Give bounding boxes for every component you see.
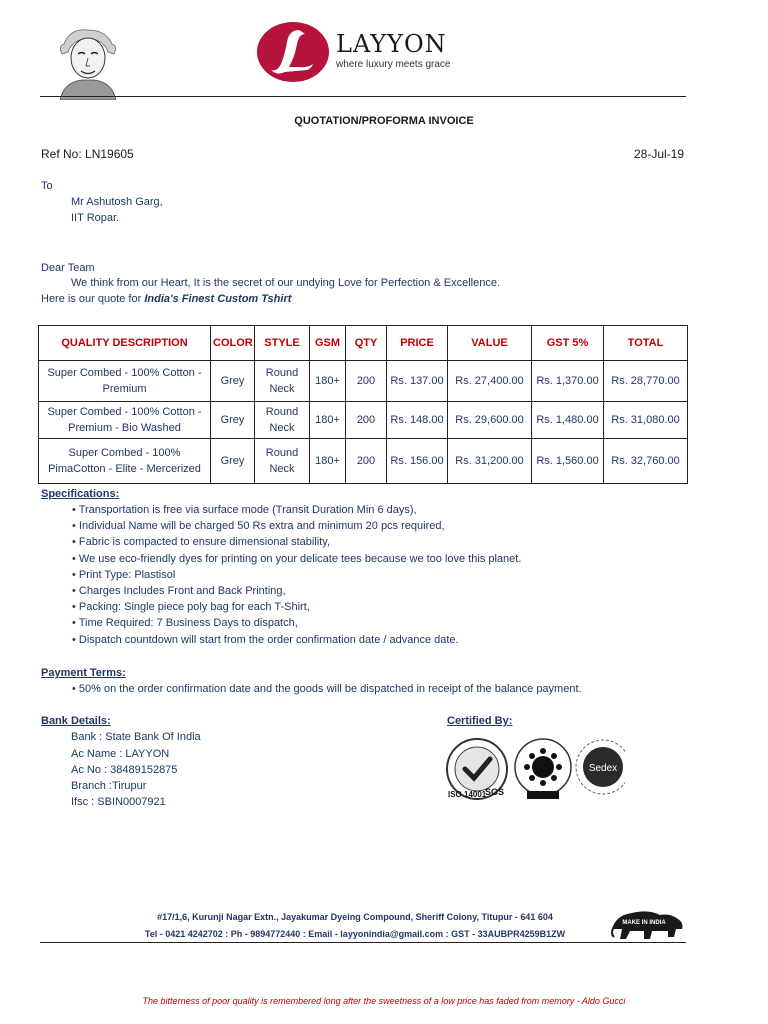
specifications-heading: Specifications: [41,488,120,500]
payment-item: • 50% on the order confirmation date and the goods will be dispatched in receipt of the balance payment. [72,683,582,695]
recipient-org: IIT Ropar. [71,212,120,224]
total-cell: Rs. 32,760.00 [604,439,688,484]
style-line-a: Round [265,406,299,418]
header-gst: GST 5% [532,326,604,361]
value-cell: Rs. 31,200.00 [448,439,532,484]
color-cell: Grey [211,361,255,402]
spec-item: • Transportation is free via surface mode (Transit Duration Min 6 days), [72,504,417,516]
spec-item: • Individual Name will be charged 50 Rs extra and minimum 20 pcs required, [72,520,445,532]
document-date: 28-Jul-19 [633,147,684,161]
spec-item: • Print Type: Plastisol [72,569,176,581]
qty-cell: 200 [346,402,387,439]
quality-cell [39,361,211,402]
value-cell: Rs. 27,400.00 [448,361,532,402]
quality-line-a: Super Combed - 100% Cotton - [47,406,202,418]
table-row [39,402,688,439]
footer-contact: Tel - 0421 4242702 : Ph - 9894772440 : Email - layyonindia@gmail.com : GST - 33AUBPR4259B1ZW [144,929,566,939]
intro-line-2-emphasis: India's Finest Custom Tshirt [144,293,292,305]
style-line-b: Neck [269,422,295,434]
footer-address: #17/1,6, Kurunji Nagar Extn., Jayakumar Dyeing Compound, Sheriff Colony, Titupur - 641 604 [157,912,553,922]
gst-cell: Rs. 1,480.00 [532,402,604,439]
footer-quote: The bitterness of poor quality is remembered long after the sweetness of a low price has faded from memory - Aldo Gucci [142,996,626,1006]
style-line-a: Round [265,447,299,459]
bank-line: Ifsc : SBIN0007921 [71,796,166,808]
table-header-row [39,326,688,361]
quality-line-a: Super Combed - 100% Cotton - [47,367,202,379]
total-cell: Rs. 28,770.00 [604,361,688,402]
header-quality: QUALITY DESCRIPTION [39,326,211,361]
gst-cell: Rs. 1,370.00 [532,361,604,402]
intro-line-1: We think from our Heart, It is the secret of our undying Love for Perfection & Excellence. [71,277,500,289]
gsm-cell: 180+ [310,361,346,402]
header-style: STYLE [255,326,310,361]
iso-badge-icon [447,739,507,799]
quality-cell [39,402,211,439]
style-line-a: Round [265,367,299,379]
price-cell: Rs. 148.00 [387,402,448,439]
intro-line-2 [41,293,291,305]
layyon-logo-icon [255,20,331,84]
style-line-b: Neck [269,383,295,395]
recipient-name: Mr Ashutosh Garg, [71,196,163,208]
price-cell: Rs. 156.00 [387,439,448,484]
spec-item: • We use eco-friendly dyes for printing on your delicate tees because we too love this planet. [72,553,522,565]
table-row [39,361,688,402]
style-cell [255,439,310,484]
quality-line-b: Premium [102,383,147,395]
gsm-cell: 180+ [310,439,346,484]
total-cell: Rs. 31,080.00 [604,402,688,439]
brand-name: LAYYON [336,30,447,58]
make-in-india-lion-icon [608,907,686,943]
spec-item: • Time Required: 7 Business Days to dispatch, [72,617,298,629]
bank-line: Ac No : 38489152875 [71,764,178,776]
portrait-image [52,24,122,100]
header-qty: QTY [346,326,387,361]
quote-table [38,325,688,484]
greeting: Dear Team [41,262,95,274]
sedex-badge-icon [576,740,625,794]
quality-line-b: Premium - Bio Washed [68,422,181,434]
bank-line: Ac Name : LAYYON [71,748,170,760]
brand-tagline: where luxury meets grace [336,59,451,70]
certified-heading: Certified By: [447,715,513,727]
quality-line-b: PimaCotton - Elite - Mercerized [48,463,201,475]
header-total: TOTAL [604,326,688,361]
sgs-label: SGS [485,787,505,797]
quality-line-a: Super Combed - 100% [68,447,181,459]
color-cell: Grey [211,439,255,484]
footer-divider [40,942,686,943]
certification-badges [445,737,625,801]
price-cell: Rs. 137.00 [387,361,448,402]
bank-line: Branch :Tirupur [71,780,147,792]
document-title: QUOTATION/PROFORMA INVOICE [294,115,474,127]
spec-item: • Fabric is compacted to ensure dimensional stability, [72,536,330,548]
style-cell [255,402,310,439]
accreditation-badge-icon [515,739,571,799]
bank-line: Bank : State Bank Of India [71,731,201,743]
sedex-label: Sedex [588,763,618,774]
bank-heading: Bank Details: [41,715,111,727]
make-in-india-label: MAKE IN INDIA [622,920,666,926]
header-price: PRICE [387,326,448,361]
quality-cell [39,439,211,484]
gsm-cell: 180+ [310,402,346,439]
style-cell [255,361,310,402]
qty-cell: 200 [346,439,387,484]
iso-label: ISO 14001 [448,790,487,799]
intro-line-2-prefix: Here is our quote for [41,293,145,305]
reference-number: Ref No: LN19605 [41,147,134,161]
header-color: COLOR [211,326,255,361]
spec-item: • Dispatch countdown will start from the order confirmation date / advance date. [72,634,459,646]
header-value: VALUE [448,326,532,361]
style-line-b: Neck [269,463,295,475]
spec-item: • Charges Includes Front and Back Printing, [72,585,286,597]
table-row [39,439,688,484]
value-cell: Rs. 29,600.00 [448,402,532,439]
spec-item: • Packing: Single piece poly bag for each T-Shirt, [72,601,310,613]
qty-cell: 200 [346,361,387,402]
payment-heading: Payment Terms: [41,667,126,679]
header-divider [40,96,686,97]
header-gsm: GSM [310,326,346,361]
to-label: To [41,180,53,192]
gst-cell: Rs. 1,560.00 [532,439,604,484]
color-cell: Grey [211,402,255,439]
